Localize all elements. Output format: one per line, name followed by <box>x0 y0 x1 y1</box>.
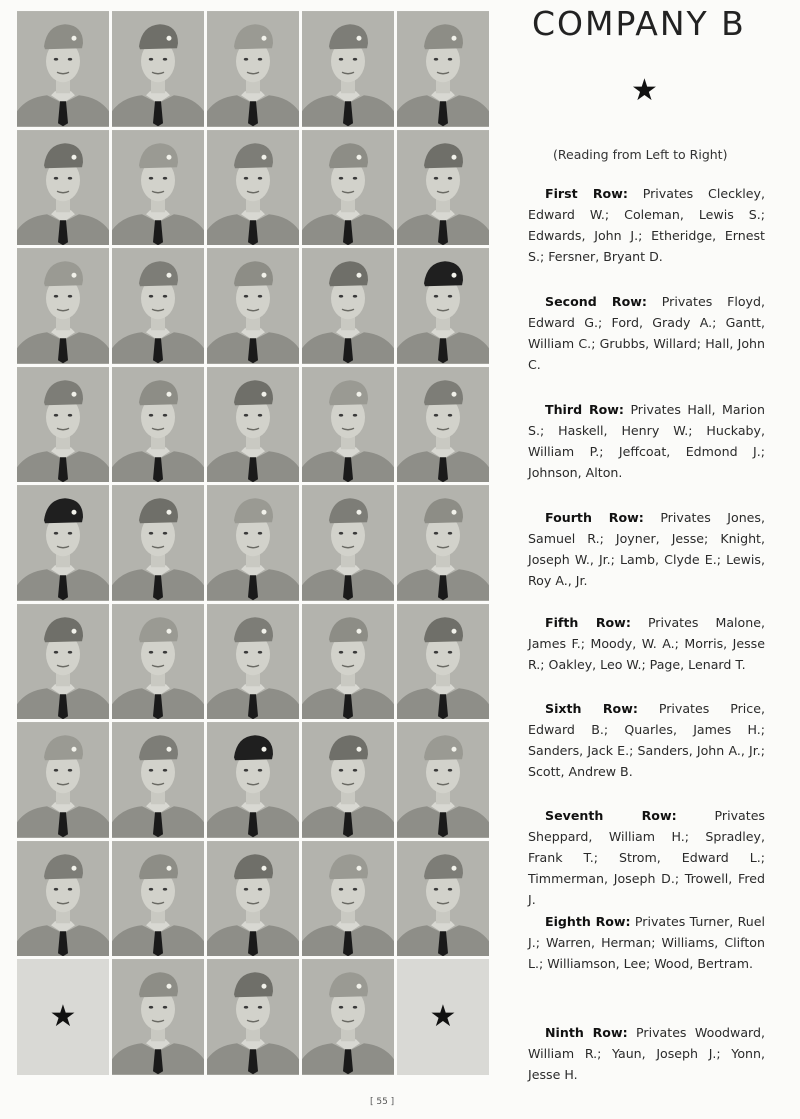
portrait-photo <box>112 722 204 838</box>
portrait-photo <box>17 11 109 127</box>
portrait-cell <box>112 367 204 483</box>
portrait-cell <box>302 130 394 246</box>
portrait-cell <box>112 248 204 364</box>
portrait-photo <box>17 604 109 720</box>
portrait-cell <box>112 959 204 1075</box>
portrait-photo <box>302 130 394 246</box>
portrait-photo <box>302 367 394 483</box>
portrait-cell <box>302 604 394 720</box>
portrait-photo <box>397 367 489 483</box>
portrait-cell <box>207 722 299 838</box>
portrait-photo <box>397 11 489 127</box>
portrait-photo <box>397 604 489 720</box>
portrait-cell <box>17 841 109 957</box>
portrait-cell <box>207 11 299 127</box>
portrait-cell <box>302 11 394 127</box>
portrait-photo <box>397 485 489 601</box>
portrait-cell <box>112 130 204 246</box>
portrait-photo <box>302 722 394 838</box>
portrait-cell <box>17 11 109 127</box>
portrait-cell <box>397 248 489 364</box>
portrait-cell <box>397 722 489 838</box>
portrait-photo <box>397 248 489 364</box>
star-cell <box>397 959 489 1075</box>
portrait-photo <box>207 367 299 483</box>
page-title: COMPANY B <box>532 4 746 43</box>
portrait-photo <box>17 130 109 246</box>
portrait-cell <box>397 604 489 720</box>
portrait-cell <box>397 130 489 246</box>
portrait-cell <box>17 367 109 483</box>
portrait-photo <box>207 248 299 364</box>
portrait-photo <box>397 841 489 957</box>
portrait-cell <box>207 130 299 246</box>
star-icon: ★ <box>429 998 457 1034</box>
portrait-photo <box>207 959 299 1075</box>
portrait-photo <box>112 604 204 720</box>
row-caption-6: Sixth Row: Privates Price, Edward B.; Quarles, James H.; Sanders, Jack E.; Sanders, John A., Jr.; Scott, Andrew B. <box>528 701 765 779</box>
portrait-photo <box>112 248 204 364</box>
portrait-photo <box>112 841 204 957</box>
portrait-cell <box>302 722 394 838</box>
portrait-cell <box>207 367 299 483</box>
row-caption-1: First Row: Privates Cleckley, Edward W.; Coleman, Lewis S.; Edwards, John J.; Etheridge, Ernest S.; Fersner, Bryant D. <box>528 186 765 264</box>
row-caption-3: Third Row: Privates Hall, Marion S.; Haskell, Henry W.; Huckaby, William P.; Jeffcoat, Edmond J.; Johnson, Alton. <box>528 402 765 480</box>
portrait-photo <box>207 604 299 720</box>
star-icon: ★ <box>631 73 658 108</box>
reading-note: (Reading from Left to Right) <box>553 147 728 162</box>
portrait-cell <box>397 11 489 127</box>
portrait-cell <box>207 485 299 601</box>
portrait-photo <box>397 722 489 838</box>
portrait-photo <box>112 11 204 127</box>
portrait-photo <box>302 248 394 364</box>
portrait-photo <box>17 248 109 364</box>
portrait-cell <box>302 367 394 483</box>
portrait-cell <box>112 841 204 957</box>
portrait-photo <box>112 367 204 483</box>
row-caption-4: Fourth Row: Privates Jones, Samuel R.; Joyner, Jesse; Knight, Joseph W., Jr.; Lamb, Clyde E.; Lewis, Roy A., Jr. <box>528 510 765 588</box>
portrait-photo <box>17 722 109 838</box>
row-caption-9: Ninth Row: Privates Woodward, William R.; Yaun, Joseph J.; Yonn, Jesse H. <box>528 1025 765 1082</box>
portrait-cell <box>397 485 489 601</box>
portrait-cell <box>302 841 394 957</box>
portrait-photo <box>302 11 394 127</box>
portrait-cell <box>17 722 109 838</box>
portrait-photo <box>302 604 394 720</box>
portrait-cell <box>302 959 394 1075</box>
portrait-cell <box>112 722 204 838</box>
portrait-photo <box>302 485 394 601</box>
portrait-cell <box>17 248 109 364</box>
page-number: [ 55 ] <box>370 1097 395 1107</box>
portrait-photo <box>112 959 204 1075</box>
portrait-photo <box>397 130 489 246</box>
portrait-cell <box>207 604 299 720</box>
portrait-photo <box>207 485 299 601</box>
portrait-cell <box>17 604 109 720</box>
portrait-cell <box>397 367 489 483</box>
portrait-photo <box>302 841 394 957</box>
portrait-cell <box>112 604 204 720</box>
row-caption-7: Seventh Row: Privates Sheppard, William H.; Spradley, Frank T.; Strom, Edward L.; Timmerman, Joseph D.; Trowell, Fred J. <box>528 808 765 907</box>
portrait-photo <box>17 841 109 957</box>
row-caption-2: Second Row: Privates Floyd, Edward G.; Ford, Grady A.; Gantt, William C.; Grubbs, Willard; Hall, John C. <box>528 294 765 372</box>
portrait-cell <box>207 959 299 1075</box>
portrait-grid <box>17 11 489 1075</box>
portrait-photo <box>207 722 299 838</box>
portrait-cell <box>397 841 489 957</box>
portrait-cell <box>302 248 394 364</box>
portrait-photo <box>112 130 204 246</box>
row-caption-5: Fifth Row: Privates Malone, James F.; Moody, W. A.; Morris, Jesse R.; Oakley, Leo W.; Page, Lenard T. <box>528 615 765 672</box>
portrait-cell <box>207 841 299 957</box>
portrait-cell <box>207 248 299 364</box>
portrait-cell <box>17 130 109 246</box>
portrait-photo <box>207 841 299 957</box>
star-cell <box>17 959 109 1075</box>
portrait-photo <box>207 11 299 127</box>
portrait-cell <box>302 485 394 601</box>
portrait-photo <box>17 485 109 601</box>
portrait-photo <box>302 959 394 1075</box>
portrait-photo <box>112 485 204 601</box>
portrait-cell <box>17 485 109 601</box>
star-icon: ★ <box>49 998 77 1034</box>
portrait-cell <box>112 11 204 127</box>
portrait-photo <box>207 130 299 246</box>
portrait-photo <box>17 367 109 483</box>
row-caption-8: Eighth Row: Privates Turner, Ruel J.; Warren, Herman; Williams, Clifton L.; Williamson, Lee; Wood, Bertram. <box>528 914 765 971</box>
portrait-cell <box>112 485 204 601</box>
